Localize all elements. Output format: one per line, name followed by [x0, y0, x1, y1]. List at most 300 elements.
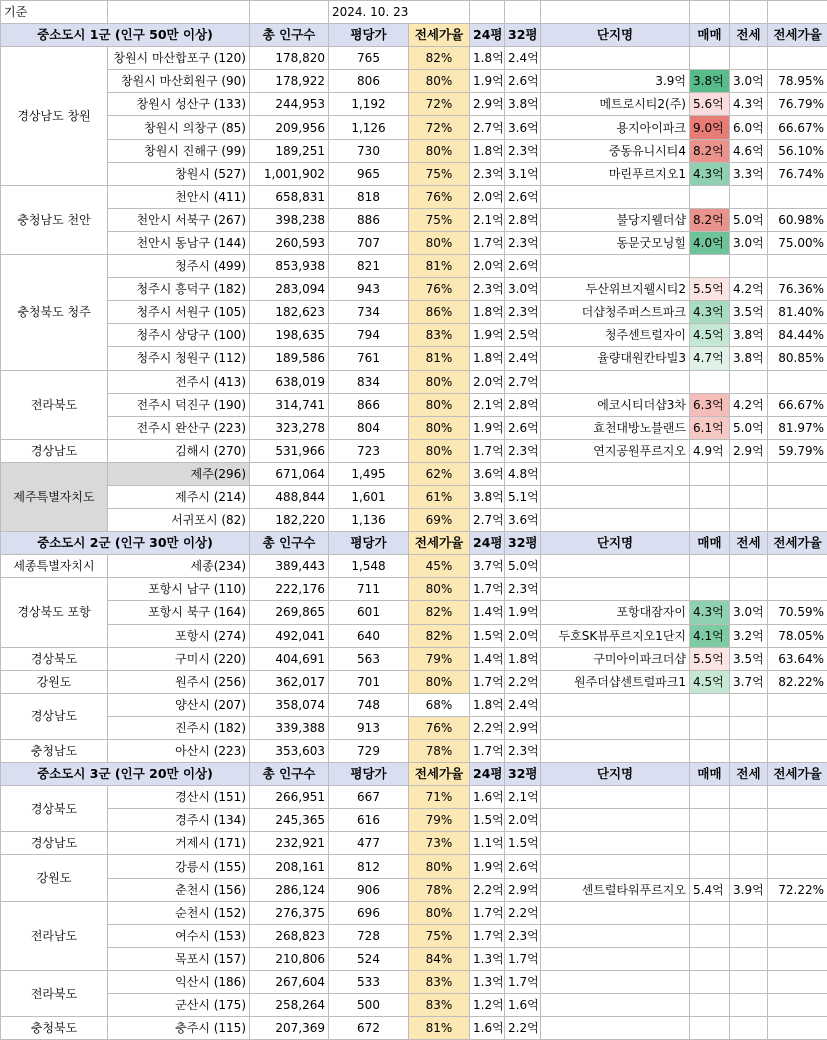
jeonse-cell[interactable]: 4.2억: [730, 278, 768, 301]
size32-cell[interactable]: 2.3억: [505, 439, 541, 462]
jeonse-cell[interactable]: 3.8억: [730, 324, 768, 347]
jeonse-rate-cell[interactable]: 56.10%: [768, 139, 827, 162]
province-cell[interactable]: 전라북도: [1, 370, 108, 439]
city-cell[interactable]: 김해시 (270): [108, 439, 250, 462]
complex-cell[interactable]: 두호SK뷰푸르지오1단지: [541, 624, 690, 647]
city-cell[interactable]: 제주시 (214): [108, 485, 250, 508]
complex-cell[interactable]: 구미아이파크더샵: [541, 647, 690, 670]
jeonse-cell[interactable]: [730, 994, 768, 1017]
size24-cell[interactable]: 1.4억: [470, 601, 505, 624]
size24-cell[interactable]: 1.4억: [470, 647, 505, 670]
rate-cell[interactable]: 79%: [409, 647, 470, 670]
sale-cell[interactable]: [690, 901, 730, 924]
rate-cell[interactable]: 72%: [409, 116, 470, 139]
jeonse-rate-cell[interactable]: [768, 185, 827, 208]
rate-cell[interactable]: 45%: [409, 555, 470, 578]
size24-cell[interactable]: 2.0억: [470, 185, 505, 208]
jeonse-rate-cell[interactable]: [768, 255, 827, 278]
jeonse-rate-cell[interactable]: [768, 1017, 827, 1040]
population-cell[interactable]: 232,921: [250, 832, 329, 855]
population-cell[interactable]: 1,001,902: [250, 162, 329, 185]
header-sale[interactable]: 매매: [690, 763, 730, 786]
jeonse-cell[interactable]: [730, 809, 768, 832]
sale-cell[interactable]: 8.2억: [690, 208, 730, 231]
jeonse-cell[interactable]: 3.0억: [730, 601, 768, 624]
rate-cell[interactable]: 78%: [409, 878, 470, 901]
header-24[interactable]: 24평: [470, 532, 505, 555]
rate-cell[interactable]: 76%: [409, 716, 470, 739]
price-cell[interactable]: 524: [329, 947, 409, 970]
city-cell[interactable]: 전주시 (413): [108, 370, 250, 393]
complex-cell[interactable]: 효천대방노블랜드: [541, 416, 690, 439]
size24-cell[interactable]: 1.1억: [470, 832, 505, 855]
rate-cell[interactable]: 86%: [409, 301, 470, 324]
rate-cell[interactable]: 79%: [409, 809, 470, 832]
section-title[interactable]: 중소도시 2군 (인구 30만 이상): [1, 532, 250, 555]
province-cell[interactable]: 충청북도 청주: [1, 255, 108, 370]
population-cell[interactable]: 258,264: [250, 994, 329, 1017]
complex-cell[interactable]: [541, 485, 690, 508]
jeonse-cell[interactable]: [730, 901, 768, 924]
sale-cell[interactable]: 5.5억: [690, 647, 730, 670]
jeonse-rate-cell[interactable]: [768, 832, 827, 855]
jeonse-rate-cell[interactable]: [768, 855, 827, 878]
rate-cell[interactable]: 75%: [409, 162, 470, 185]
city-cell[interactable]: 서귀포시 (82): [108, 509, 250, 532]
complex-cell[interactable]: [541, 462, 690, 485]
size24-cell[interactable]: 1.7억: [470, 670, 505, 693]
rate-cell[interactable]: 82%: [409, 624, 470, 647]
size24-cell[interactable]: 1.6억: [470, 1017, 505, 1040]
complex-cell[interactable]: [541, 47, 690, 70]
jeonse-rate-cell[interactable]: 63.64%: [768, 647, 827, 670]
header-rate[interactable]: 전세가율: [409, 24, 470, 47]
complex-cell[interactable]: [541, 578, 690, 601]
header-jrate[interactable]: 전세가율: [768, 532, 827, 555]
province-cell[interactable]: 경상남도: [1, 439, 108, 462]
size24-cell[interactable]: 1.8억: [470, 347, 505, 370]
size32-cell[interactable]: 2.3억: [505, 578, 541, 601]
base-label[interactable]: 기준: [1, 1, 108, 24]
rate-cell[interactable]: 83%: [409, 994, 470, 1017]
complex-cell[interactable]: 더샵청주퍼스트파크: [541, 301, 690, 324]
city-cell[interactable]: 순천시 (152): [108, 901, 250, 924]
section-title[interactable]: 중소도시 3군 (인구 20만 이상): [1, 763, 250, 786]
rate-cell[interactable]: 80%: [409, 231, 470, 254]
jeonse-rate-cell[interactable]: [768, 693, 827, 716]
price-cell[interactable]: 943: [329, 278, 409, 301]
sale-cell[interactable]: 4.3억: [690, 162, 730, 185]
city-cell[interactable]: 강릉시 (155): [108, 855, 250, 878]
jeonse-cell[interactable]: 3.8억: [730, 347, 768, 370]
city-cell[interactable]: 진주시 (182): [108, 716, 250, 739]
sale-cell[interactable]: 5.4억: [690, 878, 730, 901]
sale-cell[interactable]: [690, 716, 730, 739]
base-date[interactable]: 2024. 10. 23: [329, 1, 470, 24]
rate-cell[interactable]: 80%: [409, 855, 470, 878]
price-cell[interactable]: 804: [329, 416, 409, 439]
rate-cell[interactable]: 80%: [409, 670, 470, 693]
header-complex[interactable]: 단지명: [541, 24, 690, 47]
sale-cell[interactable]: 6.3억: [690, 393, 730, 416]
size32-cell[interactable]: 2.8억: [505, 393, 541, 416]
sale-cell[interactable]: 3.8억: [690, 70, 730, 93]
complex-cell[interactable]: 마린푸르지오1: [541, 162, 690, 185]
jeonse-cell[interactable]: 3.5억: [730, 647, 768, 670]
sale-cell[interactable]: [690, 47, 730, 70]
province-cell[interactable]: 충청남도 천안: [1, 185, 108, 254]
price-cell[interactable]: 886: [329, 208, 409, 231]
sale-cell[interactable]: [690, 555, 730, 578]
rate-cell[interactable]: 75%: [409, 924, 470, 947]
size32-cell[interactable]: 1.6억: [505, 994, 541, 1017]
rate-cell[interactable]: 62%: [409, 462, 470, 485]
sale-cell[interactable]: [690, 947, 730, 970]
jeonse-rate-cell[interactable]: 72.22%: [768, 878, 827, 901]
jeonse-rate-cell[interactable]: 81.97%: [768, 416, 827, 439]
price-cell[interactable]: 723: [329, 439, 409, 462]
size24-cell[interactable]: 1.8억: [470, 47, 505, 70]
header-24[interactable]: 24평: [470, 763, 505, 786]
sale-cell[interactable]: [690, 924, 730, 947]
jeonse-rate-cell[interactable]: [768, 947, 827, 970]
size32-cell[interactable]: 2.3억: [505, 301, 541, 324]
province-cell[interactable]: 강원도: [1, 670, 108, 693]
province-cell[interactable]: 경상북도 포항: [1, 578, 108, 647]
rate-cell[interactable]: 80%: [409, 139, 470, 162]
size24-cell[interactable]: 1.8억: [470, 301, 505, 324]
sale-cell[interactable]: [690, 970, 730, 993]
jeonse-rate-cell[interactable]: [768, 555, 827, 578]
jeonse-rate-cell[interactable]: [768, 485, 827, 508]
header-price[interactable]: 평당가: [329, 532, 409, 555]
size32-cell[interactable]: 1.9억: [505, 601, 541, 624]
price-cell[interactable]: 834: [329, 370, 409, 393]
rate-cell[interactable]: 69%: [409, 509, 470, 532]
complex-cell[interactable]: [541, 740, 690, 763]
size32-cell[interactable]: 3.6억: [505, 116, 541, 139]
header-rate[interactable]: 전세가율: [409, 763, 470, 786]
jeonse-rate-cell[interactable]: 84.44%: [768, 324, 827, 347]
price-cell[interactable]: 707: [329, 231, 409, 254]
size32-cell[interactable]: 2.4억: [505, 693, 541, 716]
size32-cell[interactable]: 3.8억: [505, 93, 541, 116]
city-cell[interactable]: 전주시 완산구 (223): [108, 416, 250, 439]
population-cell[interactable]: 638,019: [250, 370, 329, 393]
complex-cell[interactable]: 센트럴타워푸르지오: [541, 878, 690, 901]
jeonse-cell[interactable]: [730, 509, 768, 532]
size24-cell[interactable]: 2.3억: [470, 278, 505, 301]
complex-cell[interactable]: [541, 716, 690, 739]
size32-cell[interactable]: 2.6억: [505, 255, 541, 278]
jeonse-rate-cell[interactable]: 66.67%: [768, 393, 827, 416]
sale-cell[interactable]: 4.9억: [690, 439, 730, 462]
rate-cell[interactable]: 81%: [409, 347, 470, 370]
price-cell[interactable]: 696: [329, 901, 409, 924]
population-cell[interactable]: 358,074: [250, 693, 329, 716]
header-rate[interactable]: 전세가율: [409, 532, 470, 555]
size32-cell[interactable]: 2.6억: [505, 855, 541, 878]
city-cell[interactable]: 청주시 상당구 (100): [108, 324, 250, 347]
population-cell[interactable]: 178,820: [250, 47, 329, 70]
jeonse-rate-cell[interactable]: 70.59%: [768, 601, 827, 624]
sale-cell[interactable]: 6.1억: [690, 416, 730, 439]
sale-cell[interactable]: [690, 740, 730, 763]
rate-cell[interactable]: 80%: [409, 416, 470, 439]
province-cell[interactable]: 경상남도: [1, 693, 108, 739]
section-title[interactable]: 중소도시 1군 (인구 50만 이상): [1, 24, 250, 47]
size24-cell[interactable]: 1.7억: [470, 439, 505, 462]
price-cell[interactable]: 729: [329, 740, 409, 763]
jeonse-cell[interactable]: 6.0억: [730, 116, 768, 139]
sale-cell[interactable]: [690, 255, 730, 278]
population-cell[interactable]: 198,635: [250, 324, 329, 347]
rate-cell[interactable]: 76%: [409, 185, 470, 208]
jeonse-cell[interactable]: [730, 47, 768, 70]
complex-cell[interactable]: [541, 185, 690, 208]
size32-cell[interactable]: 5.0억: [505, 555, 541, 578]
price-cell[interactable]: 821: [329, 255, 409, 278]
population-cell[interactable]: 362,017: [250, 670, 329, 693]
city-cell[interactable]: 원주시 (256): [108, 670, 250, 693]
size32-cell[interactable]: 1.7억: [505, 947, 541, 970]
complex-cell[interactable]: [541, 901, 690, 924]
size32-cell[interactable]: 3.0억: [505, 278, 541, 301]
population-cell[interactable]: 488,844: [250, 485, 329, 508]
size24-cell[interactable]: 1.3억: [470, 947, 505, 970]
price-cell[interactable]: 818: [329, 185, 409, 208]
population-cell[interactable]: 671,064: [250, 462, 329, 485]
sale-cell[interactable]: [690, 1017, 730, 1040]
price-cell[interactable]: 728: [329, 924, 409, 947]
size32-cell[interactable]: 2.4억: [505, 347, 541, 370]
price-cell[interactable]: 730: [329, 139, 409, 162]
price-cell[interactable]: 477: [329, 832, 409, 855]
population-cell[interactable]: 276,375: [250, 901, 329, 924]
price-cell[interactable]: 761: [329, 347, 409, 370]
price-cell[interactable]: 601: [329, 601, 409, 624]
city-cell[interactable]: 천안시 (411): [108, 185, 250, 208]
size32-cell[interactable]: 2.3억: [505, 231, 541, 254]
size32-cell[interactable]: 3.1억: [505, 162, 541, 185]
price-cell[interactable]: 1,136: [329, 509, 409, 532]
city-cell[interactable]: 전주시 덕진구 (190): [108, 393, 250, 416]
city-cell[interactable]: 세종(234): [108, 555, 250, 578]
jeonse-rate-cell[interactable]: 78.05%: [768, 624, 827, 647]
jeonse-rate-cell[interactable]: 76.74%: [768, 162, 827, 185]
header-pop[interactable]: 총 인구수: [250, 763, 329, 786]
city-cell[interactable]: 거제시 (171): [108, 832, 250, 855]
header-jrate[interactable]: 전세가율: [768, 24, 827, 47]
size32-cell[interactable]: 2.0억: [505, 809, 541, 832]
population-cell[interactable]: 323,278: [250, 416, 329, 439]
complex-cell[interactable]: [541, 509, 690, 532]
size24-cell[interactable]: 1.6억: [470, 786, 505, 809]
size32-cell[interactable]: 2.8억: [505, 208, 541, 231]
city-cell[interactable]: 청주시 서원구 (105): [108, 301, 250, 324]
complex-cell[interactable]: 원주더샵센트럴파크1: [541, 670, 690, 693]
rate-cell[interactable]: 76%: [409, 278, 470, 301]
size32-cell[interactable]: 2.2억: [505, 901, 541, 924]
header-complex[interactable]: 단지명: [541, 763, 690, 786]
jeonse-cell[interactable]: [730, 555, 768, 578]
complex-cell[interactable]: [541, 947, 690, 970]
city-cell[interactable]: 경산시 (151): [108, 786, 250, 809]
complex-cell[interactable]: [541, 555, 690, 578]
size24-cell[interactable]: 1.8억: [470, 139, 505, 162]
size32-cell[interactable]: 2.7억: [505, 370, 541, 393]
complex-cell[interactable]: 동문굿모닝힐: [541, 231, 690, 254]
price-cell[interactable]: 563: [329, 647, 409, 670]
header-24[interactable]: 24평: [470, 24, 505, 47]
jeonse-rate-cell[interactable]: 80.85%: [768, 347, 827, 370]
population-cell[interactable]: 178,922: [250, 70, 329, 93]
population-cell[interactable]: 339,388: [250, 716, 329, 739]
population-cell[interactable]: 245,365: [250, 809, 329, 832]
sale-cell[interactable]: [690, 509, 730, 532]
header-jeonse[interactable]: 전세: [730, 763, 768, 786]
size24-cell[interactable]: 1.5억: [470, 809, 505, 832]
price-cell[interactable]: 711: [329, 578, 409, 601]
jeonse-rate-cell[interactable]: [768, 462, 827, 485]
jeonse-rate-cell[interactable]: 76.79%: [768, 93, 827, 116]
price-cell[interactable]: 965: [329, 162, 409, 185]
sale-cell[interactable]: [690, 462, 730, 485]
header-32[interactable]: 32평: [505, 532, 541, 555]
jeonse-cell[interactable]: [730, 740, 768, 763]
jeonse-rate-cell[interactable]: [768, 970, 827, 993]
jeonse-cell[interactable]: 3.0억: [730, 231, 768, 254]
size32-cell[interactable]: 2.6억: [505, 185, 541, 208]
size24-cell[interactable]: 1.9억: [470, 855, 505, 878]
rate-cell[interactable]: 61%: [409, 485, 470, 508]
size32-cell[interactable]: 1.5억: [505, 832, 541, 855]
header-jeonse[interactable]: 전세: [730, 24, 768, 47]
rate-cell[interactable]: 71%: [409, 786, 470, 809]
jeonse-cell[interactable]: [730, 716, 768, 739]
province-cell[interactable]: 경상남도: [1, 832, 108, 855]
city-cell[interactable]: 청주시 청원구 (112): [108, 347, 250, 370]
price-cell[interactable]: 866: [329, 393, 409, 416]
jeonse-rate-cell[interactable]: 59.79%: [768, 439, 827, 462]
rate-cell[interactable]: 81%: [409, 255, 470, 278]
city-cell[interactable]: 천안시 서북구 (267): [108, 208, 250, 231]
jeonse-rate-cell[interactable]: 60.98%: [768, 208, 827, 231]
complex-cell[interactable]: 에코시티더샵3차: [541, 393, 690, 416]
jeonse-cell[interactable]: 2.9억: [730, 439, 768, 462]
jeonse-rate-cell[interactable]: 66.67%: [768, 116, 827, 139]
jeonse-cell[interactable]: [730, 947, 768, 970]
population-cell[interactable]: 531,966: [250, 439, 329, 462]
size32-cell[interactable]: 2.2억: [505, 1017, 541, 1040]
jeonse-cell[interactable]: 4.3억: [730, 93, 768, 116]
city-cell[interactable]: 창원시 마산합포구 (120): [108, 47, 250, 70]
complex-cell[interactable]: [541, 832, 690, 855]
city-cell[interactable]: 포항시 북구 (164): [108, 601, 250, 624]
jeonse-rate-cell[interactable]: 75.00%: [768, 231, 827, 254]
complex-cell[interactable]: 포항대잠자이: [541, 601, 690, 624]
city-cell[interactable]: 경주시 (134): [108, 809, 250, 832]
rate-cell[interactable]: 83%: [409, 970, 470, 993]
complex-cell[interactable]: 용지아이파크: [541, 116, 690, 139]
sale-cell[interactable]: [690, 185, 730, 208]
jeonse-rate-cell[interactable]: [768, 578, 827, 601]
header-32[interactable]: 32평: [505, 763, 541, 786]
rate-cell[interactable]: 84%: [409, 947, 470, 970]
sale-cell[interactable]: [690, 809, 730, 832]
size32-cell[interactable]: 2.3억: [505, 139, 541, 162]
sale-cell[interactable]: 4.3억: [690, 601, 730, 624]
jeonse-cell[interactable]: [730, 970, 768, 993]
city-cell[interactable]: 충주시 (115): [108, 1017, 250, 1040]
rate-cell[interactable]: 83%: [409, 324, 470, 347]
complex-cell[interactable]: 연지공원푸르지오: [541, 439, 690, 462]
sale-cell[interactable]: 4.5억: [690, 324, 730, 347]
jeonse-cell[interactable]: [730, 485, 768, 508]
size32-cell[interactable]: 2.9억: [505, 716, 541, 739]
city-cell[interactable]: 군산시 (175): [108, 994, 250, 1017]
complex-cell[interactable]: [541, 809, 690, 832]
complex-cell[interactable]: [541, 994, 690, 1017]
rate-cell[interactable]: 82%: [409, 47, 470, 70]
city-cell[interactable]: 제주(296): [108, 462, 250, 485]
size24-cell[interactable]: 2.2억: [470, 716, 505, 739]
population-cell[interactable]: 189,251: [250, 139, 329, 162]
price-cell[interactable]: 1,495: [329, 462, 409, 485]
size32-cell[interactable]: 2.3억: [505, 924, 541, 947]
size24-cell[interactable]: 1.2억: [470, 994, 505, 1017]
population-cell[interactable]: 244,953: [250, 93, 329, 116]
jeonse-rate-cell[interactable]: [768, 901, 827, 924]
jeonse-cell[interactable]: 4.6억: [730, 139, 768, 162]
price-cell[interactable]: 616: [329, 809, 409, 832]
population-cell[interactable]: 266,951: [250, 786, 329, 809]
complex-cell[interactable]: [541, 786, 690, 809]
rate-cell[interactable]: 80%: [409, 70, 470, 93]
rate-cell[interactable]: 80%: [409, 901, 470, 924]
province-cell[interactable]: 제주특별자치도: [1, 462, 108, 531]
jeonse-cell[interactable]: [730, 255, 768, 278]
jeonse-cell[interactable]: [730, 462, 768, 485]
sale-cell[interactable]: [690, 370, 730, 393]
population-cell[interactable]: 353,603: [250, 740, 329, 763]
size32-cell[interactable]: 2.5억: [505, 324, 541, 347]
jeonse-cell[interactable]: [730, 924, 768, 947]
rate-cell[interactable]: 82%: [409, 601, 470, 624]
city-cell[interactable]: 목포시 (157): [108, 947, 250, 970]
size24-cell[interactable]: 1.5억: [470, 624, 505, 647]
rate-cell[interactable]: 73%: [409, 832, 470, 855]
sale-cell[interactable]: 4.7억: [690, 347, 730, 370]
city-cell[interactable]: 양산시 (207): [108, 693, 250, 716]
price-cell[interactable]: 1,601: [329, 485, 409, 508]
complex-cell[interactable]: [541, 924, 690, 947]
population-cell[interactable]: 398,238: [250, 208, 329, 231]
rate-cell[interactable]: 68%: [409, 693, 470, 716]
sale-cell[interactable]: [690, 485, 730, 508]
province-cell[interactable]: 강원도: [1, 855, 108, 901]
size32-cell[interactable]: 2.1억: [505, 786, 541, 809]
city-cell[interactable]: 포항시 (274): [108, 624, 250, 647]
sale-cell[interactable]: 4.3억: [690, 301, 730, 324]
population-cell[interactable]: 189,586: [250, 347, 329, 370]
complex-cell[interactable]: 메트로시티2(주): [541, 93, 690, 116]
complex-cell[interactable]: [541, 255, 690, 278]
sale-cell[interactable]: 4.5억: [690, 670, 730, 693]
sale-cell[interactable]: 9.0억: [690, 116, 730, 139]
population-cell[interactable]: 267,604: [250, 970, 329, 993]
size24-cell[interactable]: 1.7억: [470, 740, 505, 763]
